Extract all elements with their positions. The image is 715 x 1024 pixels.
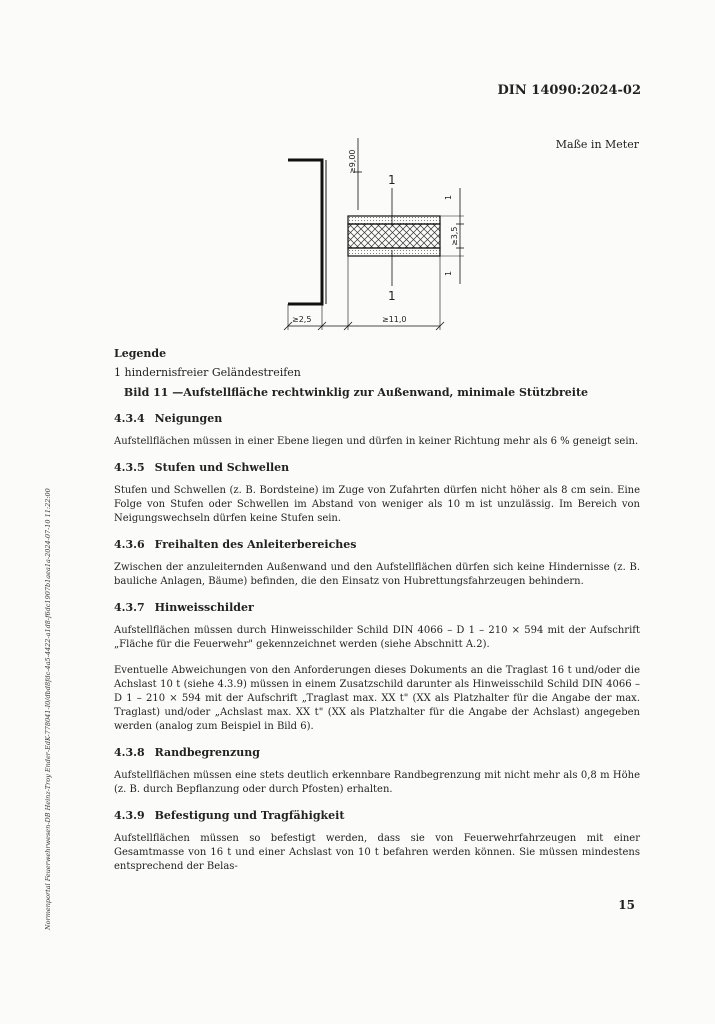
- technical-drawing: [270, 138, 490, 338]
- dim-width: ≥3,5: [450, 226, 459, 246]
- paragraph: Aufstellflächen müssen in einer Ebene liegen und dürfen in keiner Richtung mehr als 6 % geneigt sein.: [114, 436, 639, 447]
- wall-outline: [288, 160, 322, 304]
- paragraph: Zwischen der anzuleiternden Außenwand und den Aufstellflächen dürfen sich keine Hindernisse (z. B. bauliche Anlagen, Bäume) befinden, die den Einsatz von Hubrettungsfahrzeugen behindern.: [114, 562, 640, 587]
- section-heading: [114, 601, 640, 614]
- paragraph: Stufen und Schwellen (z. B. Bordsteine) im Zuge von Zufahrten dürfen nicht höher als 8 cm sein. Eine Folge von Stufen oder Schwellen im Abstand von weniger als 10 m ist unzulässig. Im Bereich von Neigungswechseln dürfen keine Stufen sein.: [114, 485, 640, 524]
- figure-11: [270, 138, 490, 338]
- paragraph: Aufstellflächen müssen so befestigt werden, dass sie von Feuerwehrfahrzeugen mit einer Gesamtmasse von 16 t und einer Achslast von 10 t befahren werden können. Sie müssen mindestens entsprechend der Belas-: [114, 833, 640, 872]
- strip-bottom: [348, 248, 440, 256]
- section-number: 4.3.4: [114, 412, 145, 425]
- svg-text:1: 1: [444, 270, 453, 276]
- callout-top: 1: [388, 173, 396, 187]
- section-title: Randbegrenzung: [154, 746, 260, 759]
- section-4-3-7: [114, 601, 640, 734]
- legend-item: 1 hindernisfreier Geländestreifen: [114, 366, 301, 379]
- side-watermark-note: Normenportal Feuerwehrwesen-DB Heinz-Troy Ender-EdK-778041-I0/dbd8fdc-4a5-4422-a1d8-f6dc1907b1aea1a-2024-07-10 11:22:00: [44, 488, 52, 930]
- legend-title: Legende: [114, 347, 167, 360]
- section-heading: [114, 746, 640, 759]
- standard-number: DIN 14090:2024-02: [497, 83, 641, 98]
- dim-top-clearance: ≥9,00: [348, 149, 357, 174]
- section-number: 4.3.9: [114, 809, 145, 822]
- section-title: Freihalten des Anleiterbereiches: [154, 538, 357, 551]
- paragraph: Aufstellflächen müssen durch Hinweisschilder Schild DIN 4066 – D 1 – 210 × 594 mit der Aufschrift „Fläche für die Feuerwehr" gekennzeichnet werden (siehe Abschnitt A.2).: [114, 625, 640, 650]
- units-note: Maße in Meter: [555, 138, 639, 151]
- section-number: 4.3.7: [114, 601, 145, 614]
- section-4-3-9: [114, 809, 640, 874]
- section-heading: [114, 538, 640, 551]
- section-heading: [114, 461, 640, 474]
- section-number: 4.3.6: [114, 538, 145, 551]
- section-title: Hinweisschilder: [154, 601, 254, 614]
- svg-text:1: 1: [444, 194, 453, 200]
- page-number: 15: [618, 898, 635, 912]
- callout-bottom: 1: [388, 289, 396, 303]
- content-body: [114, 412, 640, 886]
- section-title: Befestigung und Tragfähigkeit: [154, 809, 345, 822]
- section-heading: [114, 412, 640, 425]
- figure-caption: Bild 11 —Aufstellfläche rechtwinklig zur Außenwand, minimale Stützbreite: [123, 386, 589, 399]
- section-4-3-8: [114, 746, 640, 797]
- section-4-3-5: [114, 461, 640, 526]
- paragraph: Eventuelle Abweichungen von den Anforderungen dieses Dokuments an die Traglast 16 t und/oder die Achslast 10 t (siehe 4.3.9) müssen in einem Zusatzschild darunter als Hinweisschild Schild DIN 4066 – D 1 – 210 × 594 mit der Aufschrift „Traglast max. XX t" (XX als Platzhalter für die Angabe der max. Traglast) und/oder „Achslast max. XX t" (XX als Platzhalter für die Angabe der Achslast) angegeben werden (analog zum Beispiel in Bild 6).: [114, 665, 640, 732]
- dim-length: ≥11,0: [382, 315, 407, 324]
- section-heading: [114, 809, 640, 822]
- section-number: 4.3.8: [114, 746, 145, 759]
- support-area: [348, 224, 440, 248]
- section-title: Neigungen: [154, 412, 223, 425]
- dim-left-width: ≥2,5: [292, 315, 312, 324]
- section-title: Stufen und Schwellen: [154, 461, 290, 474]
- strip-top: [348, 216, 440, 224]
- section-4-3-4: [114, 412, 640, 449]
- paragraph: Aufstellflächen müssen eine stets deutlich erkennbare Randbegrenzung mit nicht mehr als 0,8 m Höhe (z. B. durch Bepflanzung oder durch Pfosten) erhalten.: [114, 770, 640, 795]
- section-number: 4.3.5: [114, 461, 145, 474]
- section-4-3-6: [114, 538, 640, 589]
